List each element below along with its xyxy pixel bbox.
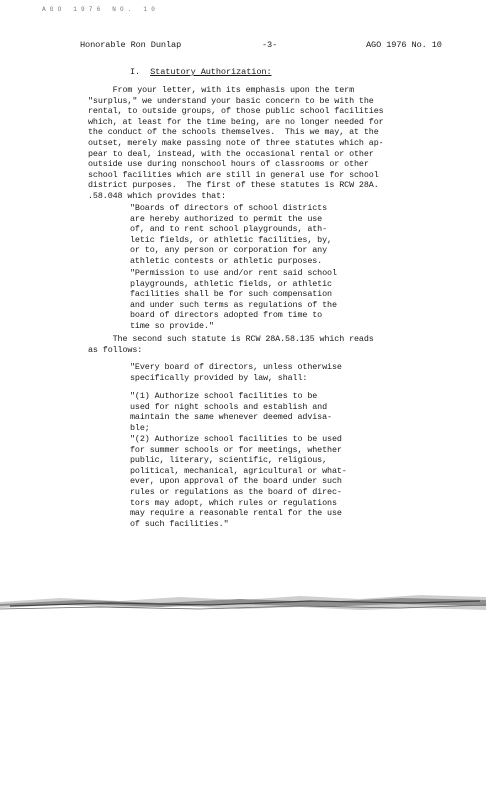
addressee: Honorable Ron Dunlap (80, 40, 182, 50)
quote-5: "(2) Authorize school facilities to be used for summer schools or for meetings, whether public, literary, scientific, religious, political, mechanical, agricultural or what- ever, upon approval of the board under such rules or regulations as the board of direc- tors may adopt, which rules or regulations may require a reasonable rental for the use of such facilities." (130, 434, 347, 529)
paragraph-2: The second such statute is RCW 28A.58.135 which reads as follows: (88, 334, 374, 355)
quote-3: "Every board of directors, unless otherwise specifically provided by law, shall: (130, 362, 342, 383)
quote-4: "(1) Authorize school facilities to be used for night schools and establish and maintain the same whenever deemed advisa- ble; (130, 391, 332, 433)
scan-header-mark: A G O 1 9 7 6 N O . 1 0 (42, 6, 156, 13)
page-number: -3- (262, 40, 278, 50)
scan-noise-band (0, 588, 486, 612)
quote-2: "Permission to use and/or rent said school playgrounds, athletic fields, or athletic facilities shall be for such compensation and under such terms as regulations of the board of directors adopted from time to time so provide." (130, 268, 337, 331)
opinion-id: AGO 1976 No. 10 (366, 40, 442, 50)
section-number: I. (130, 67, 141, 77)
section-heading (130, 67, 272, 78)
section-title: Statutory Authorization: (150, 67, 272, 77)
paragraph-1: From your letter, with its emphasis upon the term "surplus," we understand your basic concern to be with the rental, to outside groups, of those public school facilities which, at least for the time being, are no longer needed for the conduct of the schools themselves. This we may, at the outset, merely make passing note of three statutes which ap- pear to deal, instead, with the occasional rental or other outside use during nonschool hours of classrooms or other school facilities which are still in general use for school district purposes. The first of these statutes is RCW 28A. .58.048 which provides that: (88, 85, 384, 201)
quote-1: "Boards of directors of school districts are hereby authorized to permit the use of, and to rent school playgrounds, ath- letic fields, or athletic facilities, by, or to, any person or corporation for any athletic contests or athletic purposes. (130, 203, 332, 266)
